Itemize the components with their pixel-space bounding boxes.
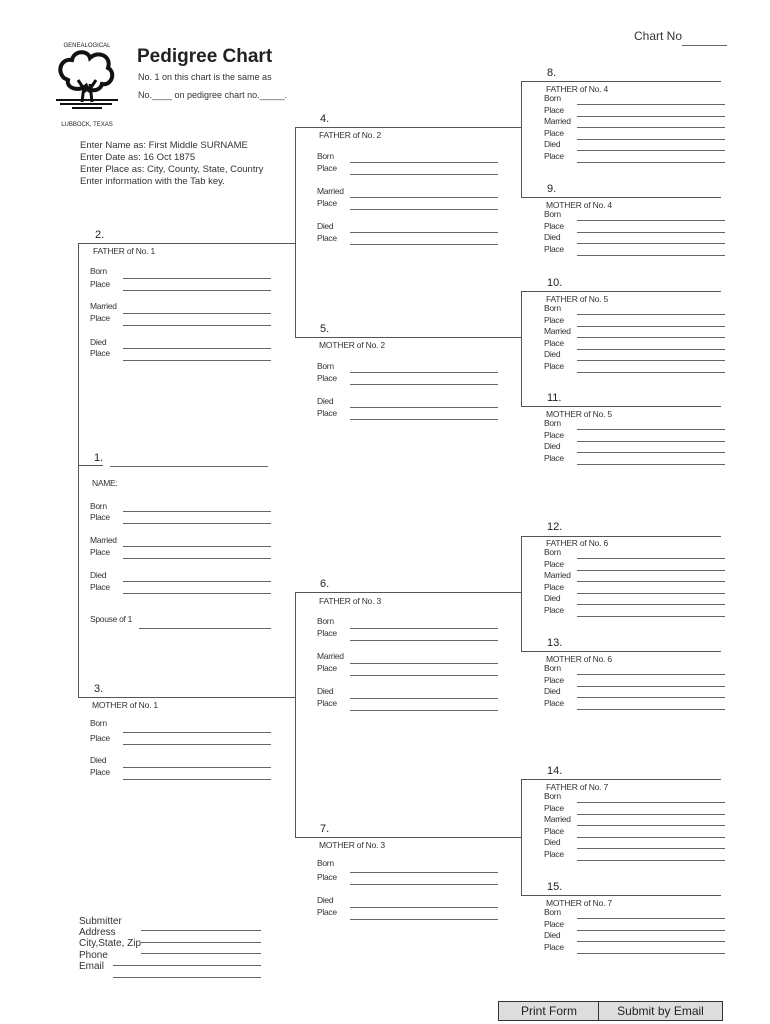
person-13-number: 13. [547, 637, 563, 649]
person-10-relation: FATHER of No. 5 [546, 294, 609, 304]
married-label: Married [90, 535, 117, 545]
connector-3 [295, 592, 296, 837]
person-2-number: 2. [95, 229, 105, 241]
married-label: Married [544, 570, 571, 580]
email-label: Email [79, 961, 105, 972]
born-label: Born [90, 266, 107, 276]
person-14-relation: FATHER of No. 7 [546, 782, 609, 792]
person-12-married-field[interactable] [577, 581, 725, 582]
person-11-number: 11. [547, 392, 562, 404]
person-15-relation: MOTHER of No. 7 [546, 898, 612, 908]
place-label: Place [544, 849, 564, 859]
died-label: Died [90, 570, 107, 580]
person-10-born-field[interactable] [577, 314, 725, 315]
person-6-died-place-field[interactable] [350, 710, 498, 711]
person-12-born-field[interactable] [577, 558, 725, 559]
person-10-died-field[interactable] [577, 360, 725, 361]
died-label: Died [317, 686, 334, 696]
person-12-number: 12. [547, 521, 563, 533]
place-label: Place [317, 628, 337, 638]
person-2-married-field[interactable] [123, 313, 271, 314]
person-4-died-place-field[interactable] [350, 244, 498, 245]
connector-9-bottom [521, 197, 721, 198]
connector-11-bottom [521, 406, 721, 407]
person-2-died-place-field[interactable] [123, 360, 271, 361]
place-label: Place [317, 872, 337, 882]
person-4-born-field[interactable] [350, 162, 498, 163]
connector-13-bottom [521, 651, 721, 652]
person-8-married-place-field[interactable] [577, 139, 725, 140]
person-13-born-place-field[interactable] [577, 686, 725, 687]
person-2-died-field[interactable] [123, 348, 271, 349]
person-11-died-field[interactable] [577, 452, 725, 453]
person-1-married-field[interactable] [123, 546, 271, 547]
place-label: Place [317, 233, 337, 243]
place-label: Place [544, 244, 564, 254]
connector-12-top [521, 536, 721, 537]
person-7-born-field[interactable] [350, 872, 498, 873]
person-14-number: 14. [547, 765, 563, 777]
person-10-died-place-field[interactable] [577, 372, 725, 373]
person-1-born-field[interactable] [123, 511, 271, 512]
svg-text:GENEALOGICAL: GENEALOGICAL [63, 43, 111, 49]
person-11-died-place-field[interactable] [577, 464, 725, 465]
connector-8-top [521, 81, 721, 82]
born-label: Born [317, 361, 334, 371]
place-label: Place [317, 163, 337, 173]
died-label: Died [544, 686, 561, 696]
place-label: Place [544, 221, 564, 231]
person-15-died-field[interactable] [577, 941, 725, 942]
connector-14-top [521, 779, 721, 780]
person-2-born-place-field[interactable] [123, 290, 271, 291]
person-5-died-place-field[interactable] [350, 419, 498, 420]
died-label: Died [544, 441, 561, 451]
died-label: Died [317, 396, 334, 406]
person-13-died-field[interactable] [577, 697, 725, 698]
person-5-number: 5. [320, 323, 330, 335]
person-2-relation: FATHER of No. 1 [93, 246, 156, 256]
connector-5-bottom [295, 337, 522, 338]
place-label: Place [317, 373, 337, 383]
person-1-born-place-field[interactable] [123, 523, 271, 524]
born-label: Born [544, 303, 561, 313]
place-label: Place [544, 605, 564, 615]
died-label: Died [544, 593, 561, 603]
person-15-number: 15. [547, 881, 563, 893]
born-label: Born [544, 791, 561, 801]
person-5-relation: MOTHER of No. 2 [319, 340, 385, 350]
person-15-born-field[interactable] [577, 918, 725, 919]
person-1-name-field[interactable] [110, 466, 268, 467]
place-label: Place [317, 198, 337, 208]
person-4-born-place-field[interactable] [350, 174, 498, 175]
died-label: Died [544, 837, 561, 847]
connector-15-bottom [521, 895, 721, 896]
born-label: Born [317, 858, 334, 868]
person-4-married-field[interactable] [350, 197, 498, 198]
person-9-relation: MOTHER of No. 4 [546, 200, 612, 210]
place-label: Place [90, 582, 110, 592]
person-6-died-field[interactable] [350, 698, 498, 699]
person-15-born-place-field[interactable] [577, 930, 725, 931]
person-7-died-place-field[interactable] [350, 919, 498, 920]
person-6-married-place-field[interactable] [350, 675, 498, 676]
city-state-zip-field[interactable] [141, 953, 261, 954]
born-label: Born [544, 663, 561, 673]
person-7-born-place-field[interactable] [350, 884, 498, 885]
died-label: Died [544, 139, 561, 149]
person-13-born-field[interactable] [577, 674, 725, 675]
page-title: Pedigree Chart [137, 46, 273, 67]
person-15-died-place-field[interactable] [577, 953, 725, 954]
email-field[interactable] [113, 977, 261, 978]
person-8-died-field[interactable] [577, 150, 725, 151]
person-14-married-field[interactable] [577, 825, 725, 826]
person-14-died-place-field[interactable] [577, 860, 725, 861]
connector-5 [521, 291, 522, 406]
person-5-born-field[interactable] [350, 372, 498, 373]
place-label: Place [544, 582, 564, 592]
person-8-died-place-field[interactable] [577, 162, 725, 163]
person-7-relation: MOTHER of No. 3 [319, 840, 385, 850]
person-5-died-field[interactable] [350, 407, 498, 408]
person-3-relation: MOTHER of No. 1 [92, 700, 158, 710]
header-line-2: No.____ on pedigree chart no._____. [138, 90, 288, 100]
place-label: Place [544, 453, 564, 463]
person-4-number: 4. [320, 113, 330, 125]
person-8-married-field[interactable] [577, 127, 725, 128]
person-14-born-place-field[interactable] [577, 814, 725, 815]
connector-1-stub [78, 465, 103, 466]
person-10-born-place-field[interactable] [577, 326, 725, 327]
place-label: Place [544, 675, 564, 685]
married-label: Married [544, 326, 571, 336]
chart-no-field[interactable] [682, 45, 727, 46]
person-1-died-place-field[interactable] [123, 593, 271, 594]
place-label: Place [317, 408, 337, 418]
person-11-born-field[interactable] [577, 429, 725, 430]
person-7-number: 7. [320, 823, 330, 835]
born-label: Born [90, 718, 107, 728]
person-13-relation: MOTHER of No. 6 [546, 654, 612, 664]
person-1-number: 1. [94, 452, 104, 464]
place-label: Place [544, 128, 564, 138]
submitter-field[interactable] [141, 930, 261, 931]
married-label: Married [544, 814, 571, 824]
person-11-born-place-field[interactable] [577, 441, 725, 442]
place-label: Place [90, 313, 110, 323]
person-12-relation: FATHER of No. 6 [546, 538, 609, 548]
person-11-relation: MOTHER of No. 5 [546, 409, 612, 419]
place-label: Place [90, 767, 110, 777]
place-label: Place [317, 698, 337, 708]
place-label: Place [544, 338, 564, 348]
phone-label: Phone [79, 950, 108, 961]
person-12-died-place-field[interactable] [577, 616, 725, 617]
society-logo [42, 40, 132, 130]
submit-by-email-button[interactable]: Submit by Email [598, 1001, 723, 1021]
place-label: Place [544, 826, 564, 836]
person-3-number: 3. [94, 683, 104, 695]
person-4-died-field[interactable] [350, 232, 498, 233]
person-14-married-place-field[interactable] [577, 837, 725, 838]
person-10-number: 10. [547, 277, 563, 289]
person-8-born-place-field[interactable] [577, 116, 725, 117]
died-label: Died [90, 337, 107, 347]
spouse-label: Spouse of 1 [90, 614, 133, 624]
born-label: Born [544, 209, 561, 219]
person-2-name-field[interactable] [110, 243, 295, 244]
person-6-born-field[interactable] [350, 628, 498, 629]
place-label: Place [544, 919, 564, 929]
person-9-number: 9. [547, 183, 557, 195]
instruction-name: Enter Name as: First Middle SURNAME [80, 140, 248, 151]
place-label: Place [317, 907, 337, 917]
instruction-tab: Enter information with the Tab key. [80, 176, 225, 187]
person-12-married-place-field[interactable] [577, 593, 725, 594]
place-label: Place [90, 733, 110, 743]
person-1-died-field[interactable] [123, 581, 271, 582]
place-label: Place [544, 361, 564, 371]
born-label: Born [544, 907, 561, 917]
person-3-died-place-field[interactable] [123, 779, 271, 780]
died-label: Died [90, 755, 107, 765]
married-label: Married [317, 651, 344, 661]
person-6-number: 6. [320, 578, 330, 590]
connector-4-top [295, 127, 522, 128]
died-label: Died [544, 930, 561, 940]
born-label: Born [90, 501, 107, 511]
connector-6 [521, 536, 522, 651]
person-12-died-field[interactable] [577, 604, 725, 605]
connector-3-bottom [78, 697, 295, 698]
tree-logo-icon [42, 40, 132, 130]
connector-10-top [521, 291, 721, 292]
person-4-relation: FATHER of No. 2 [319, 130, 382, 140]
person-9-born-place-field[interactable] [577, 232, 725, 233]
born-label: Born [544, 547, 561, 557]
person-3-died-field[interactable] [123, 767, 271, 768]
person-3-born-place-field[interactable] [123, 744, 271, 745]
person-9-died-place-field[interactable] [577, 255, 725, 256]
person-3-born-field[interactable] [123, 732, 271, 733]
place-label: Place [90, 547, 110, 557]
person-10-married-place-field[interactable] [577, 349, 725, 350]
spouse-field[interactable] [139, 628, 271, 629]
died-label: Died [317, 895, 334, 905]
place-label: Place [544, 803, 564, 813]
name-label: NAME: [92, 478, 118, 488]
connector-6-top [295, 592, 522, 593]
person-10-married-field[interactable] [577, 337, 725, 338]
person-14-born-field[interactable] [577, 802, 725, 803]
place-label: Place [90, 279, 110, 289]
born-label: Born [317, 151, 334, 161]
person-2-born-field[interactable] [123, 278, 271, 279]
person-8-relation: FATHER of No. 4 [546, 84, 609, 94]
connector-2 [295, 127, 296, 337]
instruction-date: Enter Date as: 16 Oct 1875 [80, 152, 196, 163]
person-13-died-place-field[interactable] [577, 709, 725, 710]
married-label: Married [544, 116, 571, 126]
married-label: Married [317, 186, 344, 196]
died-label: Died [544, 232, 561, 242]
place-label: Place [317, 663, 337, 673]
place-label: Place [544, 559, 564, 569]
person-9-born-field[interactable] [577, 220, 725, 221]
person-1-married-place-field[interactable] [123, 558, 271, 559]
place-label: Place [544, 105, 564, 115]
place-label: Place [544, 942, 564, 952]
connector-7 [521, 779, 522, 895]
address-label: Address [79, 927, 116, 938]
born-label: Born [544, 93, 561, 103]
person-6-born-place-field[interactable] [350, 640, 498, 641]
place-label: Place [544, 151, 564, 161]
person-14-died-field[interactable] [577, 848, 725, 849]
person-8-number: 8. [547, 67, 557, 79]
person-4-married-place-field[interactable] [350, 209, 498, 210]
born-label: Born [544, 418, 561, 428]
chart-no-label: Chart No [634, 29, 683, 43]
connector-7-bottom [295, 837, 522, 838]
died-label: Died [544, 349, 561, 359]
born-label: Born [317, 616, 334, 626]
person-2-married-place-field[interactable] [123, 325, 271, 326]
person-5-born-place-field[interactable] [350, 384, 498, 385]
instruction-place: Enter Place as: City, County, State, Country [80, 164, 264, 175]
place-label: Place [544, 315, 564, 325]
place-label: Place [90, 512, 110, 522]
person-9-died-field[interactable] [577, 243, 725, 244]
address-field[interactable] [141, 942, 261, 943]
person-7-died-field[interactable] [350, 907, 498, 908]
place-label: Place [90, 348, 110, 358]
married-label: Married [90, 301, 117, 311]
svg-text:LUBBOCK, TEXAS: LUBBOCK, TEXAS [61, 122, 113, 128]
connector-4 [521, 81, 522, 197]
submitter-label: Submitter [79, 916, 122, 927]
city-state-zip-label: City,State, Zip [79, 938, 142, 949]
place-label: Place [544, 698, 564, 708]
person-8-born-field[interactable] [577, 104, 725, 105]
header-line-1: No. 1 on this chart is the same as [138, 72, 272, 82]
place-label: Place [544, 430, 564, 440]
died-label: Died [317, 221, 334, 231]
person-12-born-place-field[interactable] [577, 570, 725, 571]
connector-1 [78, 243, 79, 697]
person-6-married-field[interactable] [350, 663, 498, 664]
person-6-relation: FATHER of No. 3 [319, 596, 382, 606]
print-form-button[interactable]: Print Form [498, 1001, 600, 1021]
phone-field[interactable] [113, 965, 261, 966]
